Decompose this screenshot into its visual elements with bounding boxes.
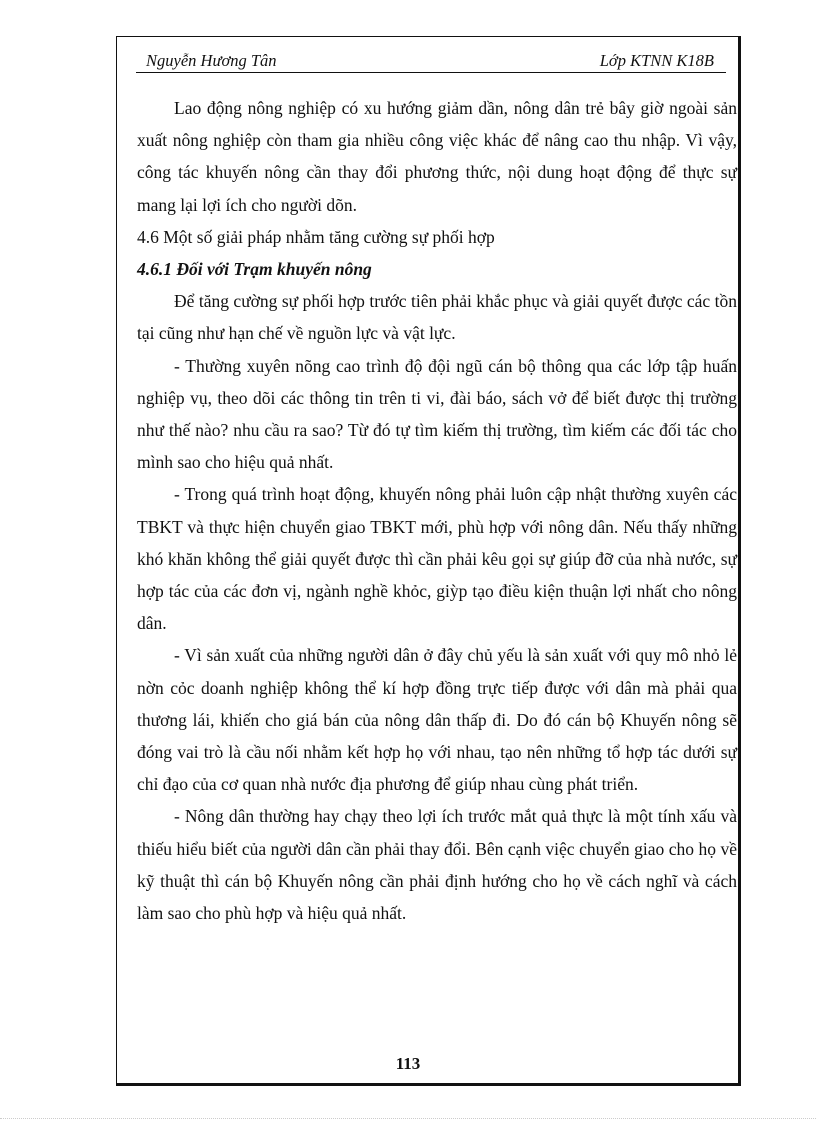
page-break-line <box>0 1118 816 1119</box>
bullet-paragraph: - Trong quá trình hoạt động, khuyến nông phải luôn cập nhật thường xuyên các TBKT và thực hiện chuyển giao TBKT mới, phù hợp với nông dân. Nếu thấy những khó khăn không thể giải quyết được thì cần phải kêu gọi sự giúp đỡ của nhà nước, sự hợp tác của các đơn vị, ngành nghề khỏc, giỳp tạo điều kiện thuận lợi nhất cho nông dân. <box>137 484 737 634</box>
bullet-paragraph: - Thường xuyên nõng cao trình độ đội ngũ cán bộ thông qua các lớp tập huấn nghiệp vụ, theo dõi các thông tin trên ti vi, đài báo, sách vở để biết được thị trường như thế nào? nhu cầu ra sao? Từ đó tự tìm kiếm thị trường, tìm kiếm các đối tác cho mình sao cho hiệu quả nhất. <box>137 355 737 473</box>
paragraph: Lao động nông nghiệp có xu hướng giảm dần, nông dân trẻ bây giờ ngoài sản xuất nông nghiệp còn tham gia nhiều công việc khác để nâng cao thu nhập. Vì vậy, công tác khuyến nông cần thay đổi phương thức, nội dung hoạt động để thực sự mang lại lợi ích cho người dõn. <box>137 98 737 215</box>
bullet-paragraph: - Nông dân thường hay chạy theo lợi ích trước mắt quả thực là một tính xấu và thiếu hiểu biết của người dân cần phải thay đổi. Bên cạnh việc chuyển giao cho họ về kỹ thuật thì cán bộ Khuyến nông cần phải định hướng cho họ về cách nghĩ và cách làm sao cho phù hợp và hiệu quả nhất. <box>137 806 737 924</box>
page-number: 113 <box>395 1054 421 1073</box>
paragraph: Để tăng cường sự phối hợp trước tiên phải khắc phục và giải quyết được các tồn tại cũng như hạn chế về nguồn lực và vật lực. <box>137 291 737 344</box>
header-author: Nguyễn Hương Tân <box>146 51 277 70</box>
bullet-paragraph: - Vì sản xuất của những người dân ở đây chủ yếu là sản xuất với quy mô nhỏ lẻ nờn cỏc doanh nghiệp không thể kí hợp đồng trực tiếp được với dân mà phải qua thương lái, khiến cho giá bán của nông dân thấp đi. Do đó cán bộ Khuyến nông sẽ đóng vai trò là cầu nối nhằm kết hợp họ với nhau, tạo nên những tổ hợp tác dưới sự chỉ đạo của cơ quan nhà nước địa phương để giúp nhau cùng phát triển. <box>137 645 737 795</box>
section-heading: 4.6 Một số giải pháp nhằm tăng cường sự phối hợp <box>137 226 495 247</box>
header-class: Lớp KTNN K18B <box>599 51 714 70</box>
page-header <box>136 50 726 73</box>
subsection-heading: 4.6.1 Đối với Trạm khuyến nông <box>137 259 372 280</box>
document-body <box>137 92 737 929</box>
